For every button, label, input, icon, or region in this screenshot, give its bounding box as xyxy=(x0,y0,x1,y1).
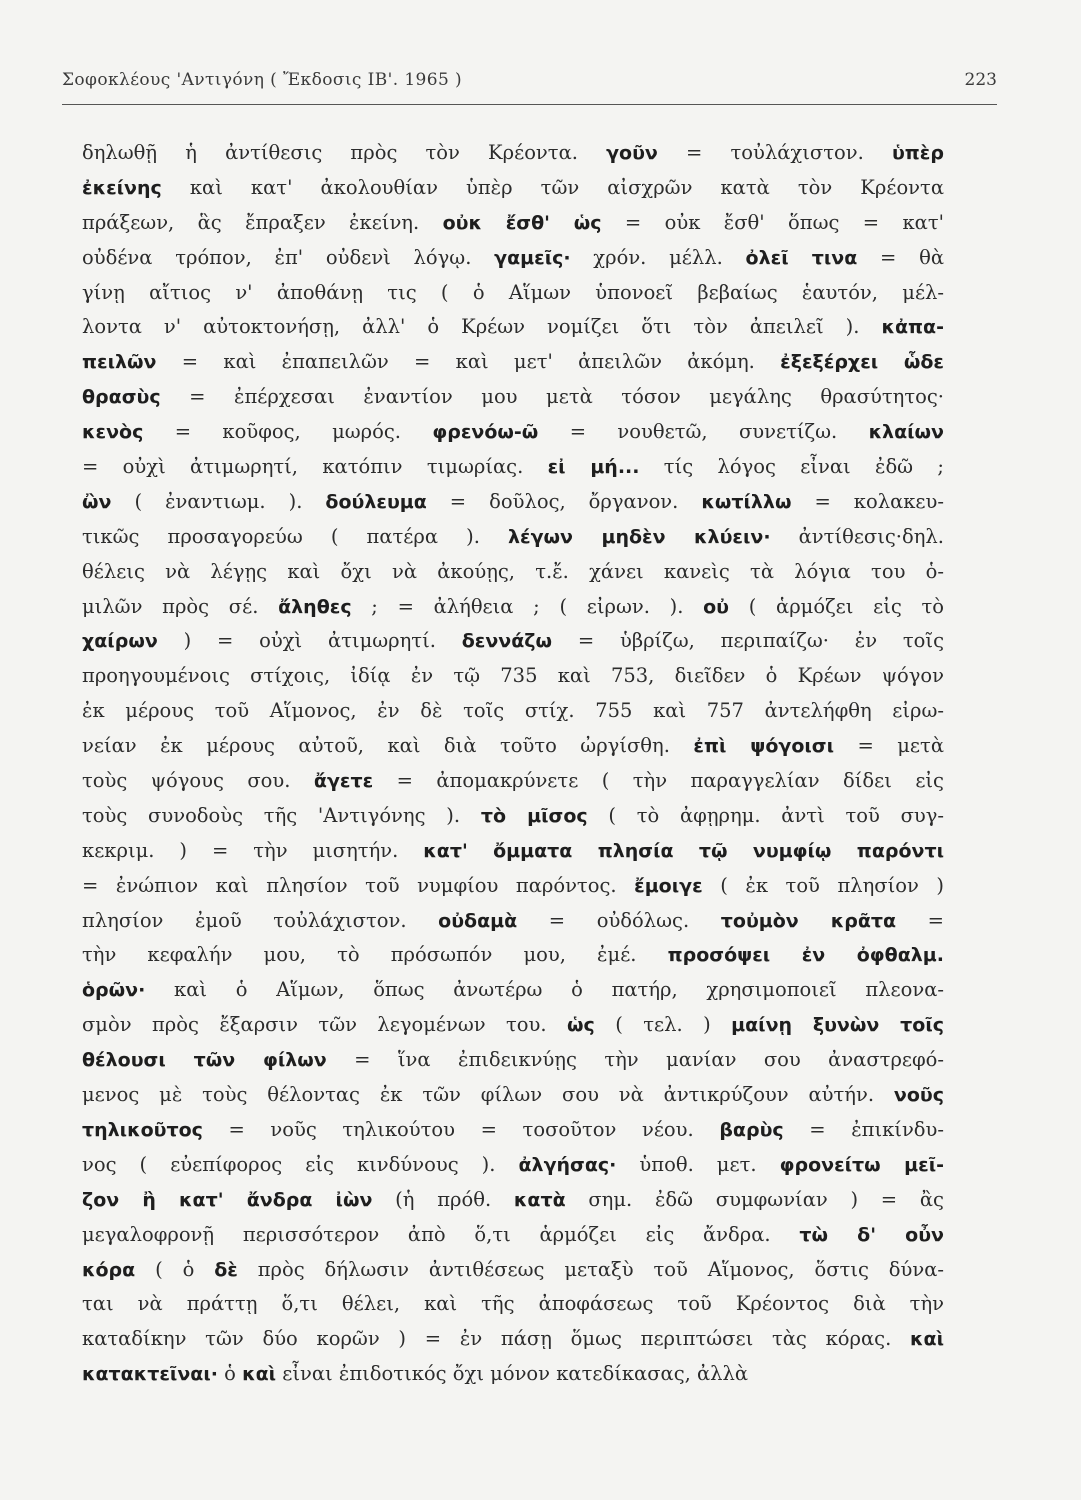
lemma-term: τοὐμὸν κρᾶτα xyxy=(720,909,897,932)
text-line xyxy=(82,1253,944,1288)
text-line xyxy=(82,1357,944,1392)
gloss-text: = οὐδόλως. xyxy=(517,908,721,932)
text-line xyxy=(82,520,944,555)
gloss-text: νείαν ἐκ μέρους αὐτοῦ, καὶ διὰ τοῦτο ὠργίσθη. xyxy=(82,734,694,758)
text-line xyxy=(82,136,944,171)
gloss-text: εἶναι ἐπιδοτικός ὄχι μόνον κατεδίκασας, ἀλλὰ xyxy=(276,1362,749,1386)
lemma-term: οὐδαμὰ xyxy=(438,909,518,932)
text-line xyxy=(82,834,944,869)
text-line xyxy=(82,1008,944,1043)
gloss-text: ) = οὐχὶ ἀτιμωρητί. xyxy=(157,629,462,653)
text-line xyxy=(82,276,944,311)
lemma-term: τὼ δ' οὖν xyxy=(799,1223,944,1246)
gloss-text: = μετὰ xyxy=(834,734,944,758)
text-line xyxy=(82,380,944,415)
gloss-text: δηλωθῇ ἡ ἀντίθεσις πρὸς τὸν Κρέοντα. xyxy=(82,141,607,164)
lemma-term: χαίρων xyxy=(82,630,158,653)
lemma-term: κἀπα- xyxy=(881,316,944,339)
text-line xyxy=(82,764,944,799)
text-line xyxy=(82,310,944,345)
gloss-text: ὑποθ. μετ. xyxy=(616,1152,780,1176)
gloss-text: πράξεων, ἃς ἔπραξεν ἐκείνη. xyxy=(82,210,443,234)
text-line xyxy=(82,904,944,939)
gloss-text: ; = ἀλήθεια ; ( εἰρων. ). xyxy=(351,594,704,618)
lemma-term: εἰ μή... xyxy=(547,456,640,479)
lemma-term: μαίνῃ ξυνὼν τοῖς xyxy=(731,1014,944,1037)
lemma-term: κόρα xyxy=(82,1258,136,1281)
gloss-text: (ἡ πρόθ. xyxy=(372,1187,514,1211)
lemma-term: ὁρῶν· xyxy=(82,979,146,1002)
text-line xyxy=(82,1218,944,1253)
lemma-term: ἐπὶ ψόγοισι xyxy=(693,735,834,758)
lemma-term: οὐ xyxy=(703,595,730,618)
gloss-text: ( τὸ ἀφῃρημ. ἀντὶ τοῦ συγ- xyxy=(587,803,944,827)
lemma-term: ὑπὲρ xyxy=(891,142,944,164)
lemma-term: κενὸς xyxy=(82,421,144,444)
lemma-term: οὐκ ἔσθ' ὡς xyxy=(442,211,602,234)
lemma-term: κατακτεῖναι· xyxy=(82,1363,218,1386)
gloss-text: ἐκ μέρους τοῦ Αἵμονος, ἐν δὲ τοῖς στίχ. 755 καὶ 757 ἀντελήφθη εἰρω- xyxy=(82,699,944,723)
gloss-text: μεγαλοφρονῇ περισσότερον ἀπὸ ὅ,τι ἁρμόζει εἰς ἄνδρα. xyxy=(82,1222,800,1246)
gloss-text: = κοῦφος, μωρός. xyxy=(143,420,433,444)
lemma-term: νοῦς xyxy=(893,1084,944,1107)
lemma-term: ἐκείνης xyxy=(82,176,162,199)
gloss-text: ται νὰ πράττῃ ὅ,τι θέλει, καὶ τῆς ἀποφάσεως τοῦ Κρέοντος διὰ τὴν xyxy=(82,1292,944,1316)
text-line xyxy=(82,973,944,1008)
gloss-text: = ἐπικίνδυ- xyxy=(783,1117,944,1141)
gloss-text: = ἵνα ἐπιδεικνύῃς τὴν μανίαν σου ἀναστρεφό- xyxy=(326,1048,944,1072)
gloss-text: προηγουμένοις στίχοις, ἰδίᾳ ἐν τῷ 735 καὶ 753, διεῖδεν ὁ Κρέων ψόγον xyxy=(82,664,944,688)
gloss-text: νος ( εὐεπίφορος εἰς κινδύνους ). xyxy=(82,1152,519,1176)
text-line xyxy=(82,171,944,206)
lemma-term: γαμεῖς· xyxy=(494,246,571,269)
gloss-text: = ὑβρίζω, περιπαίζω· ἐν τοῖς xyxy=(552,629,944,653)
gloss-text: σημ. ἐδῶ συμφωνίαν ) = ἂς xyxy=(565,1187,944,1211)
text-line xyxy=(82,729,944,764)
lemma-term: βαρὺς xyxy=(719,1118,784,1141)
gloss-text: ( ἐκ τοῦ πλησίον ) xyxy=(702,873,944,897)
gloss-text: = ἐπέρχεσαι ἐναντίον μου μετὰ τόσον μεγάλης θρασύτητος· xyxy=(160,385,944,409)
text-line xyxy=(82,1287,944,1322)
lemma-term: καὶ xyxy=(242,1363,277,1386)
gloss-text: θέλεις νὰ λέγῃς καὶ ὄχι νὰ ἀκούῃς, τ.ἔ. χάνει κανεὶς τὰ λόγια του ὁ- xyxy=(82,559,944,583)
gloss-text: = νουθετῶ, συνετίζω. xyxy=(538,420,869,444)
lemma-term: προσόψει ἐν ὀφθαλμ. xyxy=(667,944,944,967)
gloss-text: λοντα ν' αὐτοκτονήσῃ, ἀλλ' ὁ Κρέων νομίζει ὅτι τὸν ἀπειλεῖ ). xyxy=(82,315,882,339)
gloss-text: = οὐκ ἔσθ' ὅπως = κατ' xyxy=(601,210,944,234)
lemma-term: καὶ xyxy=(910,1328,944,1351)
text-line xyxy=(82,1183,944,1218)
lemma-term: ἄληθες xyxy=(278,595,352,618)
gloss-text: ἀντίθεσις·δηλ. xyxy=(770,524,944,548)
lemma-term: φρονείτω μεῖ- xyxy=(779,1153,944,1176)
gloss-text: ὁ xyxy=(217,1362,243,1386)
lemma-term: φρενόω-ῶ xyxy=(432,421,539,444)
gloss-text: καὶ ὁ Αἵμων, ὅπως ἀνωτέρω ὁ πατήρ, χρησιμοποιεῖ πλεονα- xyxy=(145,978,944,1002)
gloss-text: τίς λόγος εἶναι ἐδῶ ; xyxy=(639,455,944,479)
text-line xyxy=(82,485,944,520)
text-line xyxy=(82,555,944,590)
text-line xyxy=(82,590,944,625)
gloss-text: τοὺς συνοδοὺς τῆς 'Αντιγόνης ). xyxy=(82,803,481,827)
gloss-text: πλησίον ἐμοῦ τοὐλάχιστον. xyxy=(82,908,439,932)
gloss-text: τικῶς προσαγορεύω ( πατέρα ). xyxy=(82,524,508,548)
gloss-text: πρὸς δήλωσιν ἀντιθέσεως μεταξὺ τοῦ Αἵμονος, ὅστις δύνα- xyxy=(237,1257,944,1281)
gloss-text: = θὰ xyxy=(857,245,944,269)
text-line xyxy=(82,206,944,241)
text-line xyxy=(82,624,944,659)
lemma-term: ἔμοιγε xyxy=(634,874,703,897)
text-line xyxy=(82,1078,944,1113)
gloss-text: τοὺς ψόγους σου. xyxy=(82,769,314,793)
gloss-text: καταδίκην τῶν δύο κορῶν ) = ἐν πάσῃ ὅμως περιπτώσει τὰς κόρας. xyxy=(82,1327,911,1351)
lemma-term: ἀλγήσας· xyxy=(518,1153,617,1176)
header-rule xyxy=(62,104,997,105)
gloss-text: = κολακευ- xyxy=(791,489,944,513)
gloss-text: ( τελ. ) xyxy=(594,1013,732,1037)
text-line xyxy=(82,345,944,380)
gloss-text: = νοῦς τηλικούτου = τοσοῦτον νέου. xyxy=(202,1117,720,1141)
gloss-text: τὴν κεφαλήν μου, τὸ πρόσωπόν μου, ἐμέ. xyxy=(82,943,668,967)
lemma-term: λέγων μηδὲν κλύειν· xyxy=(507,525,771,548)
gloss-text: οὐδένα τρόπον, ἐπ' οὐδενὶ λόγῳ. xyxy=(82,245,495,269)
text-line xyxy=(82,799,944,834)
text-line xyxy=(82,659,944,694)
text-line xyxy=(82,1322,944,1357)
gloss-text: = οὐχὶ ἀτιμωρητί, κατόπιν τιμωρίας. xyxy=(82,455,548,479)
lemma-term: κατ' ὄμματα πλησία τῷ νυμφίῳ παρόντι xyxy=(423,839,944,862)
lemma-term: δὲ xyxy=(214,1258,238,1281)
lemma-term: θρασὺς xyxy=(82,386,161,409)
gloss-text: ( ὁ xyxy=(135,1257,215,1281)
running-header xyxy=(62,70,997,98)
text-line xyxy=(82,415,944,450)
lemma-term: ζον ἢ κατ' ἄνδρα ἰὼν xyxy=(82,1188,373,1211)
gloss-text: μενος μὲ τοὺς θέλοντας ἐκ τῶν φίλων σου νὰ ἀντικρύζουν αὐτήν. xyxy=(82,1083,894,1107)
lemma-term: ἄγετε xyxy=(313,770,374,793)
lemma-term: κατὰ xyxy=(513,1188,566,1211)
page-number: 223 xyxy=(964,70,997,90)
text-line xyxy=(82,1113,944,1148)
lemma-term: δεννάζω xyxy=(461,630,553,653)
text-line xyxy=(82,694,944,729)
gloss-text: = τοὐλάχιστον. xyxy=(657,141,892,164)
text-line xyxy=(82,450,944,485)
gloss-text: ( ἁρμόζει εἰς τὸ xyxy=(729,594,944,618)
commentary-text xyxy=(82,136,944,1392)
gloss-text: ( ἐναντιωμ. ). xyxy=(111,489,326,513)
gloss-text: = δοῦλος, ὄργανον. xyxy=(426,489,702,513)
lemma-term: ἐξεξέρχει ὧδε xyxy=(780,351,944,374)
gloss-text: γίνῃ αἴτιος ν' ἀποθάνῃ τις ( ὁ Αἵμων ὑπονοεῖ βεβαίως ἑαυτόν, μέλ- xyxy=(82,280,944,304)
gloss-text: χρόν. μέλλ. xyxy=(570,245,746,269)
lemma-term: ὡς xyxy=(567,1014,595,1037)
gloss-text: καὶ κατ' ἀκολουθίαν ὑπὲρ τῶν αἰσχρῶν κατὰ τὸν Κρέοντα xyxy=(161,175,944,199)
header-title: Σοφοκλέους 'Αντιγόνη ( Ἔκδοσις ΙΒ'. 1965 ) xyxy=(62,70,463,90)
lemma-term: κλαίων xyxy=(868,421,944,444)
gloss-text: = καὶ ἐπαπειλῶν = καὶ μετ' ἀπειλῶν ἀκόμη. xyxy=(156,350,781,374)
gloss-text: = xyxy=(896,908,944,932)
text-line xyxy=(82,1148,944,1183)
gloss-text: μιλῶν πρὸς σέ. xyxy=(82,594,279,618)
text-line xyxy=(82,241,944,276)
lemma-term: ὢν xyxy=(82,490,112,513)
lemma-term: τὸ μῖσος xyxy=(480,804,588,827)
lemma-term: θέλουσι τῶν φίλων xyxy=(82,1049,327,1072)
text-line xyxy=(82,869,944,904)
text-line xyxy=(82,1043,944,1078)
lemma-term: τηλικοῦτος xyxy=(82,1118,203,1141)
gloss-text: = ἐνώπιον καὶ πλησίον τοῦ νυμφίου παρόντος. xyxy=(82,873,635,897)
gloss-text: σμὸν πρὸς ἔξαρσιν τῶν λεγομένων του. xyxy=(82,1013,568,1037)
gloss-text: κεκριμ. ) = τὴν μισητήν. xyxy=(82,838,424,862)
lemma-term: δούλευμα xyxy=(325,490,427,513)
gloss-text: = ἀπομακρύνετε ( τὴν παραγγελίαν δίδει εἰς xyxy=(373,769,944,793)
text-line xyxy=(82,938,944,973)
lemma-term: γοῦν xyxy=(606,142,658,164)
lemma-term: κωτίλλω xyxy=(701,490,792,513)
lemma-term: ὀλεῖ τινα xyxy=(745,246,858,269)
lemma-term: πειλῶν xyxy=(82,351,157,374)
